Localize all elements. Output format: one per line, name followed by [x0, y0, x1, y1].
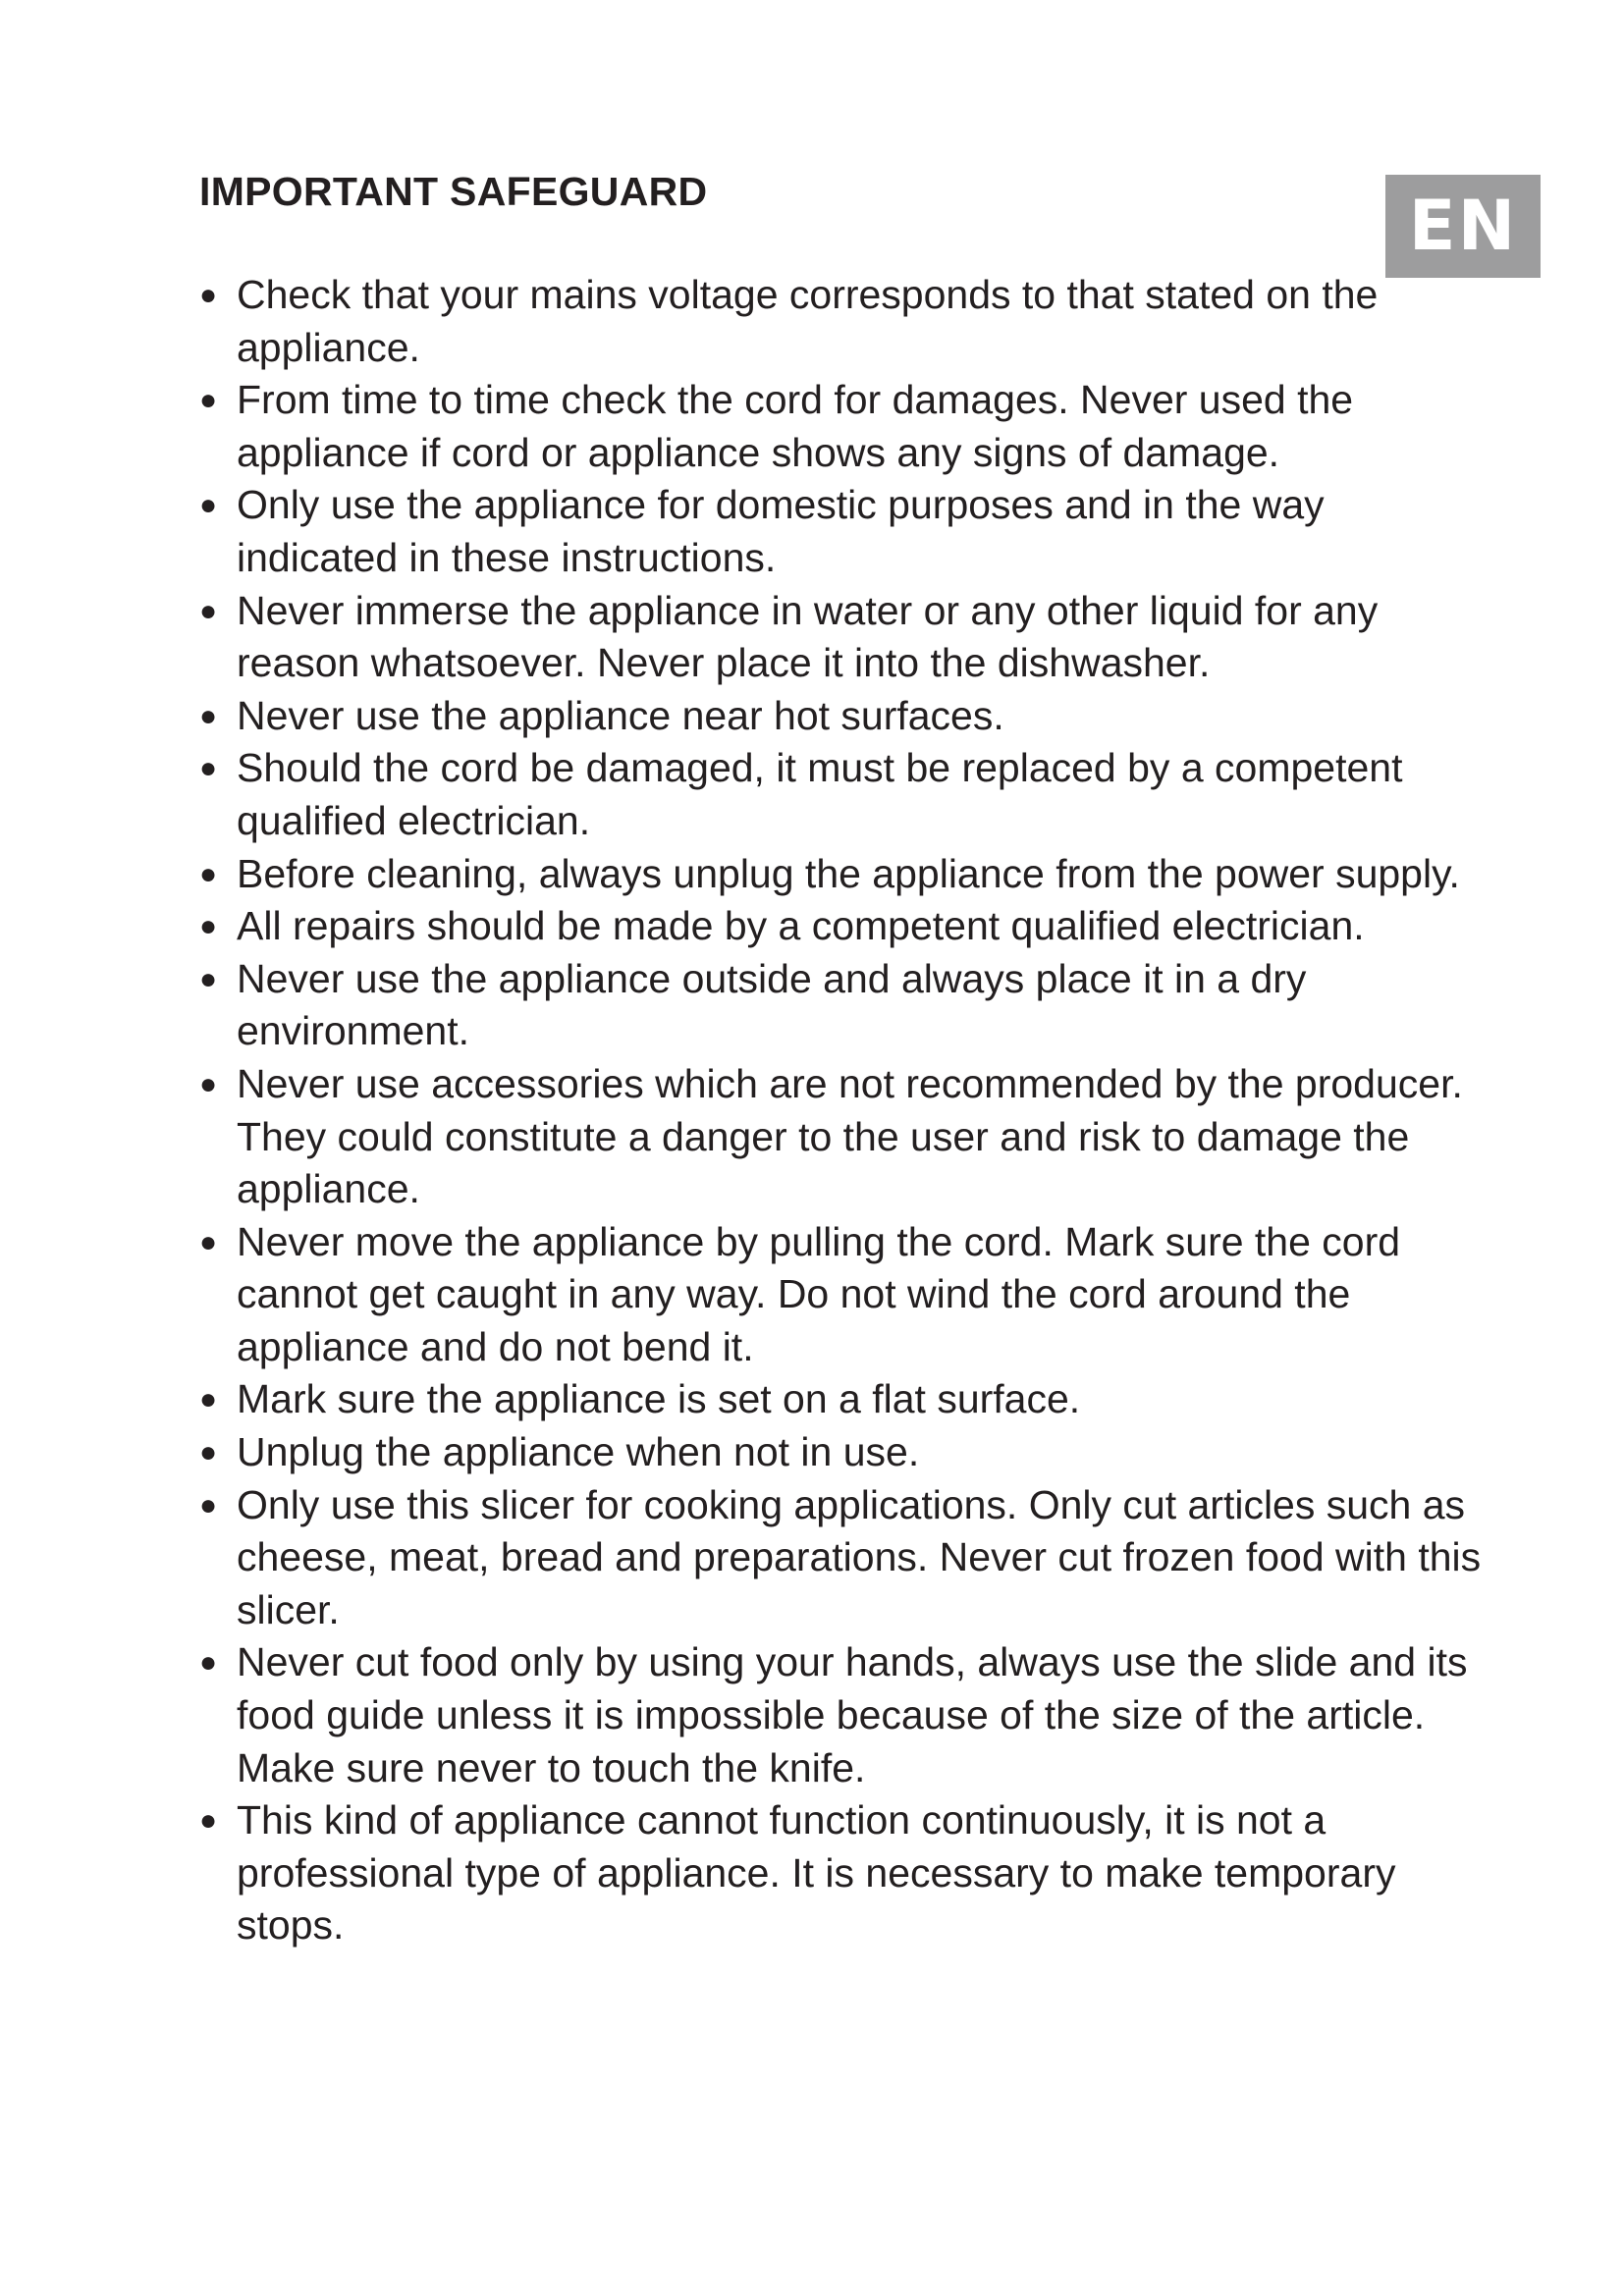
bullet-icon: ●	[199, 1436, 218, 1469]
bullet-icon: ●	[199, 962, 218, 995]
list-item	[199, 1216, 1495, 1374]
item-text: Should the cord be damaged, it must be replaced by a competent qualified electrician.	[237, 745, 1403, 843]
bullet-icon: ●	[199, 699, 218, 732]
bullet-icon: ●	[199, 1488, 218, 1522]
item-text: Never use the appliance near hot surfaces.	[237, 692, 1004, 738]
item-text: This kind of appliance cannot function continuously, it is not a professional type of appliance. It is necessary to make temporary stops.	[237, 1797, 1396, 1949]
bullet-icon: ●	[199, 594, 218, 627]
item-text: Never use accessories which are not recommended by the producer. They could constitute a danger to the user and risk to damage the appliance.	[237, 1060, 1463, 1212]
item-text: Unplug the appliance when not in use.	[237, 1429, 920, 1475]
list-item	[199, 1373, 1495, 1426]
bullet-icon: ●	[199, 910, 218, 943]
item-text: All repairs should be made by a competent qualified electrician.	[237, 903, 1365, 949]
item-text: Never use the appliance outside and always place it in a dry environment.	[237, 955, 1307, 1054]
bullet-icon: ●	[199, 384, 218, 417]
item-text: Only use the appliance for domestic purposes and in the way indicated in these instructions.	[237, 482, 1325, 580]
list-item	[199, 585, 1495, 690]
bullet-icon: ●	[199, 1804, 218, 1838]
item-extra-text: Make sure never to touch the knife.	[237, 1744, 866, 1790]
item-text: Before cleaning, always unplug the appliance from the power supply.	[237, 850, 1460, 896]
item-text: Check that your mains voltage corresponds to that stated on the appliance.	[237, 272, 1379, 370]
list-item	[199, 953, 1495, 1058]
list-item	[199, 848, 1495, 901]
page-title: IMPORTANT SAFEGUARD	[199, 169, 708, 214]
bullet-icon: ●	[199, 1383, 218, 1416]
list-item	[199, 1058, 1495, 1216]
list-item	[199, 690, 1495, 743]
item-text: Never immerse the appliance in water or any other liquid for any reason whatsoever. Never place it into the dishwasher.	[237, 587, 1379, 686]
list-item	[199, 269, 1495, 374]
bullet-icon: ●	[199, 1225, 218, 1258]
list-item	[199, 1479, 1495, 1637]
list-item	[199, 1426, 1495, 1479]
bullet-icon: ●	[199, 1067, 218, 1100]
item-text: Mark sure the appliance is set on a flat surface.	[237, 1376, 1081, 1422]
bullet-icon: ●	[199, 279, 218, 311]
item-text: Only use this slicer for cooking applications. Only cut articles such as cheese, meat, bread and preparations. Never cut frozen food with this slicer.	[237, 1481, 1482, 1632]
bullet-icon: ●	[199, 489, 218, 522]
list-item	[199, 479, 1495, 584]
bullet-icon: ●	[199, 857, 218, 890]
list-item	[199, 900, 1495, 953]
bullet-icon: ●	[199, 1646, 218, 1680]
safeguard-list	[199, 269, 1495, 1952]
bullet-icon: ●	[199, 752, 218, 785]
list-item	[199, 742, 1495, 847]
list-item	[199, 1794, 1495, 1952]
language-badge: EN	[1385, 175, 1541, 278]
list-item	[199, 374, 1495, 479]
list-item	[199, 1636, 1495, 1794]
item-text: Never cut food only by using your hands, always use the slide and its food guide unless it is impossible because of the size of the article.	[237, 1639, 1468, 1738]
item-text: From time to time check the cord for damages. Never used the appliance if cord or appliance shows any signs of damage.	[237, 377, 1354, 475]
item-text: Never move the appliance by pulling the cord. Mark sure the cord cannot get caught in any way. Do not wind the cord around the appliance and do not bend it.	[237, 1218, 1401, 1369]
